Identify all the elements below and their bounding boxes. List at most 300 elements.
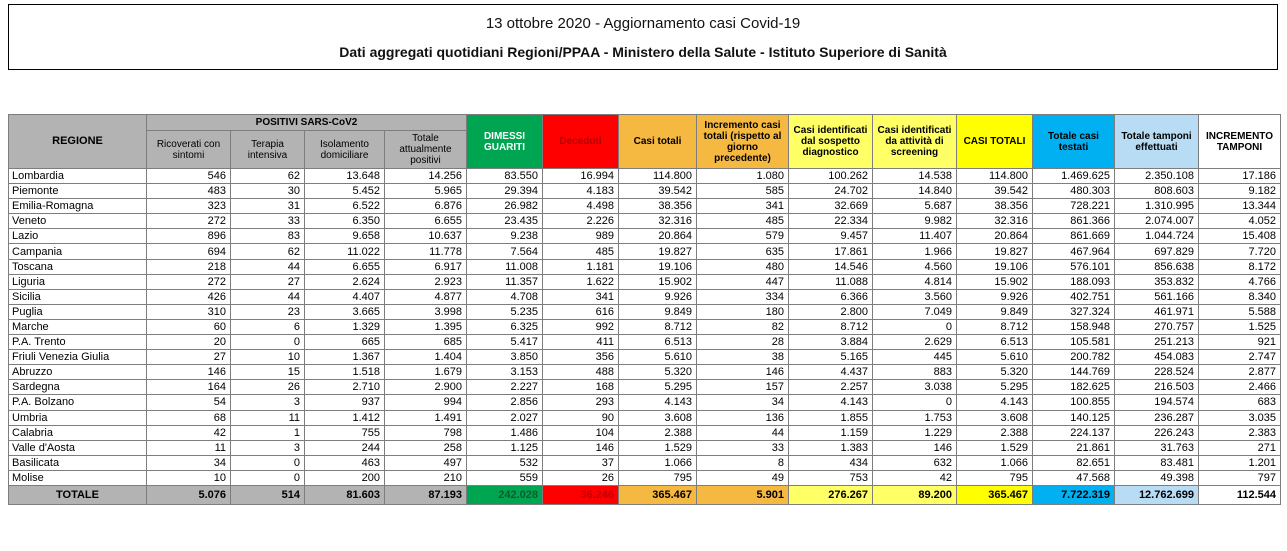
cell-value: 31.763 [1115, 440, 1199, 455]
cell-value: 29.394 [467, 184, 543, 199]
cell-value: 310 [147, 304, 231, 319]
cell-value: 7.720 [1199, 244, 1281, 259]
cell-value: 3 [231, 395, 305, 410]
cell-value: 445 [873, 350, 957, 365]
cell-value: 5.610 [619, 350, 697, 365]
cell-value: 1 [231, 425, 305, 440]
col-header-ricoverati: Ricoverati con sintomi [147, 131, 231, 169]
cell-value: 100.855 [1033, 395, 1115, 410]
cell-value: 33 [697, 440, 789, 455]
cell-value: 19.827 [957, 244, 1033, 259]
cell-value: 4.560 [873, 259, 957, 274]
col-header-terapia-intensiva: Terapia intensiva [231, 131, 305, 169]
cell-value: 3.608 [619, 410, 697, 425]
cell-value: 994 [385, 395, 467, 410]
cell-value: 11.357 [467, 274, 543, 289]
cell-region-name: Calabria [9, 425, 147, 440]
table-row [9, 289, 1281, 304]
cell-value: 0 [231, 455, 305, 470]
cell-value: 62 [231, 244, 305, 259]
cell-value: 2.923 [385, 274, 467, 289]
cell-value: 2.747 [1199, 350, 1281, 365]
cell-value: 8.712 [789, 319, 873, 334]
cell-value: 90 [543, 410, 619, 425]
cell-value: 83.550 [467, 169, 543, 184]
table-row [9, 229, 1281, 244]
cell-value: 17.186 [1199, 169, 1281, 184]
col-header-regione: REGIONE [9, 115, 147, 169]
cell-value: 1.622 [543, 274, 619, 289]
cell-value: 9.238 [467, 229, 543, 244]
page-title: 13 ottobre 2020 - Aggiornamento casi Covid-19 [485, 14, 801, 32]
cell-value: 1.855 [789, 410, 873, 425]
table-row [9, 425, 1281, 440]
cell-value: 14.840 [873, 184, 957, 199]
cell-value: 685 [385, 335, 467, 350]
col-header-isolamento-domiciliare: Isolamento domiciliare [305, 131, 385, 169]
cell-region-name: Lazio [9, 229, 147, 244]
total-value: 5.076 [147, 485, 231, 504]
cell-value: 1.404 [385, 350, 467, 365]
cell-value: 27 [231, 274, 305, 289]
cell-value: 2.856 [467, 395, 543, 410]
cell-value: 62 [231, 169, 305, 184]
cell-region-name: Umbria [9, 410, 147, 425]
cell-value: 3.035 [1199, 410, 1281, 425]
cell-value: 4.407 [305, 289, 385, 304]
cell-value: 7.049 [873, 304, 957, 319]
cell-value: 4.437 [789, 365, 873, 380]
table-row [9, 380, 1281, 395]
cell-region-name: Veneto [9, 214, 147, 229]
cell-value: 11.008 [467, 259, 543, 274]
cell-value: 68 [147, 410, 231, 425]
cell-value: 54 [147, 395, 231, 410]
cell-value: 1.181 [543, 259, 619, 274]
total-value: 514 [231, 485, 305, 504]
cell-value: 483 [147, 184, 231, 199]
cell-value: 5.452 [305, 184, 385, 199]
cell-region-name: Molise [9, 470, 147, 485]
cell-value: 146 [873, 440, 957, 455]
cell-value: 485 [543, 244, 619, 259]
cell-value: 4.814 [873, 274, 957, 289]
cell-value: 10.637 [385, 229, 467, 244]
cell-value: 461.971 [1115, 304, 1199, 319]
cell-value: 2.466 [1199, 380, 1281, 395]
cell-value: 921 [1199, 335, 1281, 350]
table-row [9, 169, 1281, 184]
cell-value: 9.457 [789, 229, 873, 244]
cell-value: 16.994 [543, 169, 619, 184]
cell-value: 4.708 [467, 289, 543, 304]
table-row [9, 470, 1281, 485]
cell-value: 5.687 [873, 199, 957, 214]
cell-value: 10 [231, 350, 305, 365]
cell-value: 9.849 [957, 304, 1033, 319]
cell-value: 3.560 [873, 289, 957, 304]
cell-value: 2.629 [873, 335, 957, 350]
cell-value: 34 [697, 395, 789, 410]
cell-value: 8.340 [1199, 289, 1281, 304]
cell-value: 15.902 [619, 274, 697, 289]
cell-value: 38 [697, 350, 789, 365]
cell-value: 20.864 [619, 229, 697, 244]
cell-value: 11.407 [873, 229, 957, 244]
cell-value: 114.800 [619, 169, 697, 184]
col-group-positivi: POSITIVI SARS-CoV2 [147, 115, 467, 131]
table-row [9, 335, 1281, 350]
cell-value: 23.435 [467, 214, 543, 229]
cell-region-name: Liguria [9, 274, 147, 289]
cell-value: 5.235 [467, 304, 543, 319]
cell-value: 532 [467, 455, 543, 470]
col-header-identificati-sospetto: Casi identificati dal sospetto diagnostico [789, 115, 873, 169]
total-value: 89.200 [873, 485, 957, 504]
cell-value: 1.525 [1199, 319, 1281, 334]
cell-value: 2.800 [789, 304, 873, 319]
cell-value: 4.766 [1199, 274, 1281, 289]
cell-value: 683 [1199, 395, 1281, 410]
cell-value: 4.877 [385, 289, 467, 304]
cell-value: 11.778 [385, 244, 467, 259]
cell-value: 2.383 [1199, 425, 1281, 440]
total-value: 276.267 [789, 485, 873, 504]
cell-value: 576.101 [1033, 259, 1115, 274]
cell-value: 488 [543, 365, 619, 380]
cell-value: 136 [697, 410, 789, 425]
table-row [9, 274, 1281, 289]
cell-value: 467.964 [1033, 244, 1115, 259]
cell-value: 180 [697, 304, 789, 319]
cell-value: 270.757 [1115, 319, 1199, 334]
cell-value: 341 [697, 199, 789, 214]
cell-value: 1.383 [789, 440, 873, 455]
cell-region-name: Marche [9, 319, 147, 334]
cell-value: 1.529 [957, 440, 1033, 455]
cell-value: 44 [231, 259, 305, 274]
table-body [9, 169, 1281, 486]
cell-value: 561.166 [1115, 289, 1199, 304]
cell-value: 210 [385, 470, 467, 485]
cell-value: 1.310.995 [1115, 199, 1199, 214]
cell-value: 26 [231, 380, 305, 395]
table-row [9, 244, 1281, 259]
cell-value: 896 [147, 229, 231, 244]
cell-value: 334 [697, 289, 789, 304]
cell-value: 4.183 [543, 184, 619, 199]
cell-value: 1.044.724 [1115, 229, 1199, 244]
cell-value: 2.350.108 [1115, 169, 1199, 184]
cell-value: 755 [305, 425, 385, 440]
cell-value: 937 [305, 395, 385, 410]
cell-value: 146 [147, 365, 231, 380]
cell-value: 1.395 [385, 319, 467, 334]
cell-value: 244 [305, 440, 385, 455]
cell-value: 228.524 [1115, 365, 1199, 380]
cell-value: 23 [231, 304, 305, 319]
total-value: 81.603 [305, 485, 385, 504]
cell-value: 2.227 [467, 380, 543, 395]
cell-value: 60 [147, 319, 231, 334]
cell-value: 226.243 [1115, 425, 1199, 440]
cell-value: 6.325 [467, 319, 543, 334]
table-row [9, 184, 1281, 199]
cell-value: 485 [697, 214, 789, 229]
total-value: 12.762.699 [1115, 485, 1199, 504]
cell-value: 42 [873, 470, 957, 485]
cell-value: 6.513 [957, 335, 1033, 350]
cell-value: 194.574 [1115, 395, 1199, 410]
cell-value: 1.679 [385, 365, 467, 380]
total-value: 5.901 [697, 485, 789, 504]
cell-value: 9.926 [957, 289, 1033, 304]
cell-value: 146 [543, 440, 619, 455]
total-value: 365.467 [619, 485, 697, 504]
cell-region-name: Toscana [9, 259, 147, 274]
cell-region-name: Emilia-Romagna [9, 199, 147, 214]
cell-value: 4.143 [789, 395, 873, 410]
cell-value: 665 [305, 335, 385, 350]
cell-value: 1.066 [957, 455, 1033, 470]
col-header-incremento-casi: Incremento casi totali (rispetto al giorno precedente) [697, 115, 789, 169]
total-value: 365.467 [957, 485, 1033, 504]
cell-value: 1.518 [305, 365, 385, 380]
table-row [9, 410, 1281, 425]
cell-value: 1.159 [789, 425, 873, 440]
cell-value: 8.172 [1199, 259, 1281, 274]
cell-value: 2.226 [543, 214, 619, 229]
cell-value: 6 [231, 319, 305, 334]
cell-region-name: Valle d'Aosta [9, 440, 147, 455]
cell-region-name: Piemonte [9, 184, 147, 199]
cell-value: 30 [231, 184, 305, 199]
covid-regional-table [8, 114, 1281, 505]
cell-value: 1.529 [619, 440, 697, 455]
table-row [9, 259, 1281, 274]
cell-value: 1.469.625 [1033, 169, 1115, 184]
cell-value: 2.074.007 [1115, 214, 1199, 229]
cell-value: 19.106 [957, 259, 1033, 274]
cell-region-name: Basilicata [9, 455, 147, 470]
cell-value: 797 [1199, 470, 1281, 485]
cell-value: 14.538 [873, 169, 957, 184]
table-row [9, 440, 1281, 455]
cell-value: 3.850 [467, 350, 543, 365]
cell-value: 100.262 [789, 169, 873, 184]
cell-value: 15 [231, 365, 305, 380]
cell-value: 3.998 [385, 304, 467, 319]
col-header-totale-attualmente-positivi: Totale attualmente positivi [385, 131, 467, 169]
cell-value: 1.491 [385, 410, 467, 425]
cell-value: 559 [467, 470, 543, 485]
cell-value: 42 [147, 425, 231, 440]
cell-value: 6.655 [305, 259, 385, 274]
cell-value: 1.412 [305, 410, 385, 425]
cell-value: 6.366 [789, 289, 873, 304]
cell-value: 15.902 [957, 274, 1033, 289]
cell-value: 39.542 [957, 184, 1033, 199]
cell-value: 17.861 [789, 244, 873, 259]
cell-value: 27 [147, 350, 231, 365]
cell-value: 44 [697, 425, 789, 440]
cell-value: 144.769 [1033, 365, 1115, 380]
cell-value: 15.408 [1199, 229, 1281, 244]
cell-value: 2.900 [385, 380, 467, 395]
cell-value: 3.153 [467, 365, 543, 380]
cell-value: 5.320 [619, 365, 697, 380]
page-subtitle: Dati aggregati quotidiani Regioni/PPAA - Ministero della Salute - Istituto Superiore di Sanità [339, 43, 947, 60]
cell-value: 635 [697, 244, 789, 259]
cell-value: 2.624 [305, 274, 385, 289]
cell-value: 188.093 [1033, 274, 1115, 289]
total-value: 7.722.319 [1033, 485, 1115, 504]
cell-region-name: Campania [9, 244, 147, 259]
cell-value: 323 [147, 199, 231, 214]
cell-value: 5.610 [957, 350, 1033, 365]
col-header-totale-casi-testati: Totale casi testati [1033, 115, 1115, 169]
cell-value: 5.588 [1199, 304, 1281, 319]
col-header-deceduti: Deceduti [543, 115, 619, 169]
table-row [9, 304, 1281, 319]
cell-value: 44 [231, 289, 305, 304]
cell-value: 146 [697, 365, 789, 380]
table-total-row [9, 485, 1281, 504]
cell-value: 989 [543, 229, 619, 244]
cell-value: 224.137 [1033, 425, 1115, 440]
table-row [9, 214, 1281, 229]
cell-value: 236.287 [1115, 410, 1199, 425]
cell-value: 258 [385, 440, 467, 455]
cell-value: 32.316 [619, 214, 697, 229]
cell-value: 1.066 [619, 455, 697, 470]
cell-value: 11.022 [305, 244, 385, 259]
cell-value: 3.884 [789, 335, 873, 350]
cell-value: 82.651 [1033, 455, 1115, 470]
cell-value: 402.751 [1033, 289, 1115, 304]
col-header-incremento-tamponi: INCREMENTO TAMPONI [1199, 115, 1281, 169]
cell-value: 9.926 [619, 289, 697, 304]
cell-value: 11 [147, 440, 231, 455]
cell-value: 356 [543, 350, 619, 365]
col-header-casi-totali-2: CASI TOTALI [957, 115, 1033, 169]
col-header-totale-tamponi: Totale tamponi effettuati [1115, 115, 1199, 169]
table-head [9, 115, 1281, 169]
cell-value: 158.948 [1033, 319, 1115, 334]
cell-value: 26.982 [467, 199, 543, 214]
cell-value: 38.356 [619, 199, 697, 214]
cell-value: 6.522 [305, 199, 385, 214]
cell-value: 32.669 [789, 199, 873, 214]
cell-value: 19.106 [619, 259, 697, 274]
cell-value: 22.334 [789, 214, 873, 229]
cell-value: 1.966 [873, 244, 957, 259]
cell-value: 6.350 [305, 214, 385, 229]
cell-value: 5.965 [385, 184, 467, 199]
cell-value: 11.088 [789, 274, 873, 289]
table-row [9, 455, 1281, 470]
cell-value: 3.608 [957, 410, 1033, 425]
cell-value: 795 [957, 470, 1033, 485]
cell-region-name: Puglia [9, 304, 147, 319]
cell-value: 20.864 [957, 229, 1033, 244]
total-value: 87.193 [385, 485, 467, 504]
cell-value: 9.849 [619, 304, 697, 319]
cell-value: 1.229 [873, 425, 957, 440]
cell-value: 2.877 [1199, 365, 1281, 380]
cell-value: 1.080 [697, 169, 789, 184]
cell-value: 6.876 [385, 199, 467, 214]
cell-value: 5.165 [789, 350, 873, 365]
cell-value: 104 [543, 425, 619, 440]
cell-value: 2.027 [467, 410, 543, 425]
cell-value: 39.542 [619, 184, 697, 199]
cell-value: 341 [543, 289, 619, 304]
cell-value: 353.832 [1115, 274, 1199, 289]
cell-value: 8.712 [957, 319, 1033, 334]
cell-value: 3.665 [305, 304, 385, 319]
cell-value: 795 [619, 470, 697, 485]
cell-value: 5.417 [467, 335, 543, 350]
cell-value: 200.782 [1033, 350, 1115, 365]
cell-value: 616 [543, 304, 619, 319]
cell-region-name: Abruzzo [9, 365, 147, 380]
cell-value: 0 [873, 395, 957, 410]
cell-value: 200 [305, 470, 385, 485]
cell-value: 426 [147, 289, 231, 304]
cell-value: 2.388 [619, 425, 697, 440]
cell-region-name: Sicilia [9, 289, 147, 304]
cell-value: 8.712 [619, 319, 697, 334]
cell-value: 1.753 [873, 410, 957, 425]
cell-value: 5.295 [957, 380, 1033, 395]
cell-value: 182.625 [1033, 380, 1115, 395]
cell-value: 2.257 [789, 380, 873, 395]
cell-value: 5.320 [957, 365, 1033, 380]
cell-value: 140.125 [1033, 410, 1115, 425]
cell-value: 38.356 [957, 199, 1033, 214]
cell-value: 13.648 [305, 169, 385, 184]
cell-value: 216.503 [1115, 380, 1199, 395]
total-value: 242.028 [467, 485, 543, 504]
cell-value: 3.038 [873, 380, 957, 395]
cell-value: 1.367 [305, 350, 385, 365]
cell-value: 6.655 [385, 214, 467, 229]
table-row [9, 365, 1281, 380]
cell-value: 31 [231, 199, 305, 214]
cell-value: 14.546 [789, 259, 873, 274]
cell-value: 271 [1199, 440, 1281, 455]
cell-value: 861.669 [1033, 229, 1115, 244]
cell-value: 411 [543, 335, 619, 350]
cell-value: 24.702 [789, 184, 873, 199]
cell-value: 83.481 [1115, 455, 1199, 470]
cell-value: 1.201 [1199, 455, 1281, 470]
cell-value: 33 [231, 214, 305, 229]
cell-value: 32.316 [957, 214, 1033, 229]
cell-value: 9.982 [873, 214, 957, 229]
cell-value: 0 [231, 335, 305, 350]
cell-region-name: P.A. Bolzano [9, 395, 147, 410]
table-row [9, 319, 1281, 334]
col-header-identificati-screening: Casi identificati da attività di screening [873, 115, 957, 169]
cell-value: 13.344 [1199, 199, 1281, 214]
cell-value: 83 [231, 229, 305, 244]
cell-value: 14.256 [385, 169, 467, 184]
cell-value: 251.213 [1115, 335, 1199, 350]
cell-value: 272 [147, 274, 231, 289]
total-label: TOTALE [9, 485, 147, 504]
